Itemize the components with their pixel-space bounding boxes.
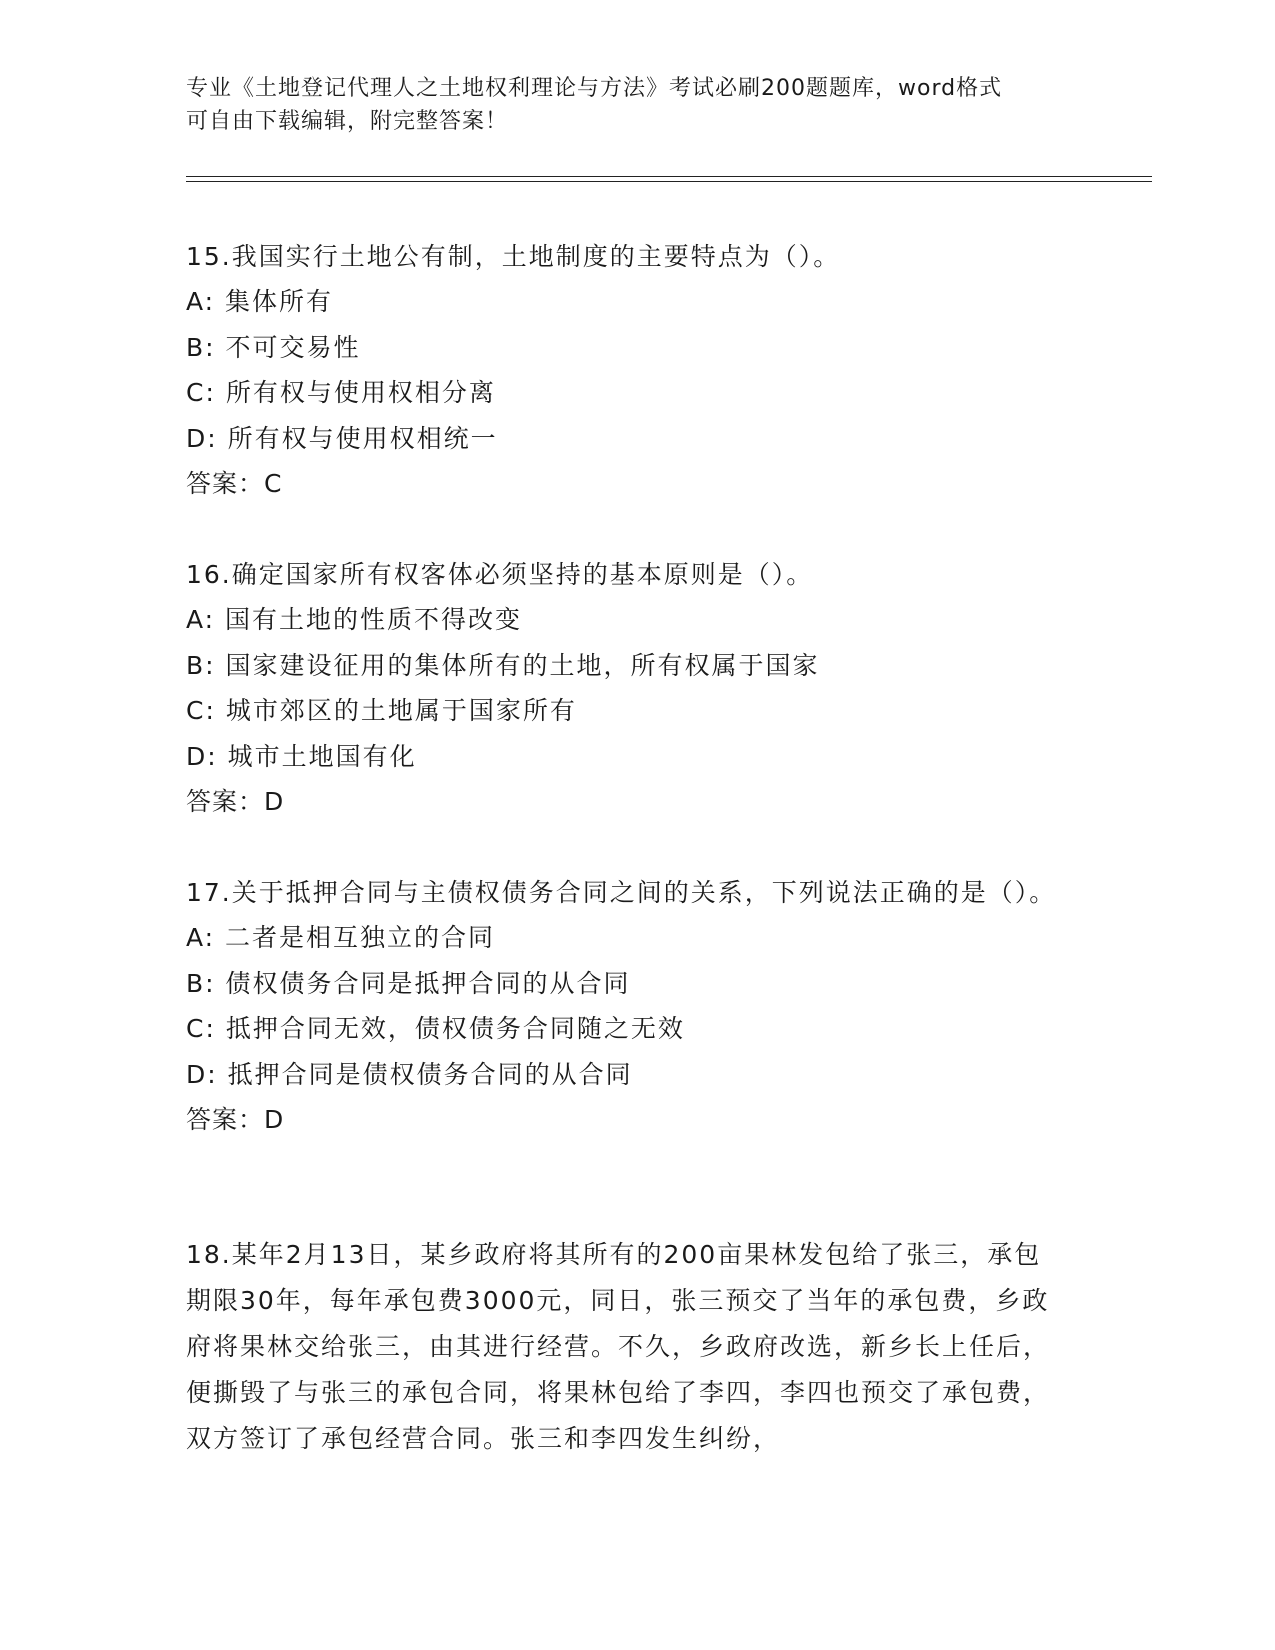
option-a: A: 二者是相互独立的合同 [186,923,496,952]
option-b: B: 国家建设征用的集体所有的土地，所有权属于国家 [186,650,820,680]
question-18 [186,1232,1066,1462]
question-17 [186,870,1066,1143]
question-stem: 16.确定国家所有权客体必须坚持的基本原则是（）。 [186,560,814,589]
answer: 答案：D [186,1105,285,1134]
header-divider-top [186,176,1152,177]
answer: 答案：D [186,787,285,816]
question-15 [186,234,1066,507]
header-line-2: 可自由下载编辑，附完整答案！ [186,109,509,134]
option-a: A: 集体所有 [186,287,334,316]
option-b: B: 债权债务合同是抵押合同的从合同 [186,968,631,998]
option-c: C: 所有权与使用权相分离 [186,378,496,407]
question-16 [186,552,1066,825]
option-b: B: 不可交易性 [186,332,361,362]
option-d: D: 抵押合同是债权债务合同的从合同 [186,1059,633,1089]
option-d: D: 所有权与使用权相统一 [186,423,498,453]
option-c: C: 城市郊区的土地属于国家所有 [186,696,577,725]
option-d: D: 城市土地国有化 [186,741,417,771]
question-stem: 15.我国实行土地公有制，土地制度的主要特点为（）。 [186,242,841,271]
option-c: C: 抵押合同无效，债权债务合同随之无效 [186,1014,685,1043]
answer: 答案：C [186,469,283,498]
header-line-1: 专业《土地登记代理人之土地权利理论与方法》考试必刷200题题库，word格式 [186,76,1003,101]
question-stem: 17.关于抵押合同与主债权债务合同之间的关系，下列说法正确的是（）。 [186,878,1057,907]
question-stem: 18.某年2月13日，某乡政府将其所有的200亩果林发包给了张三，承包期限30年，每年承包费3000元，同日，张三预交了当年的承包费，乡政府将果林交给张三，由其进行经营。不久，乡政府改选，新乡长上任后，便撕毁了与张三的承包合同，将果林包给了李四，李四也预交了承包费，双方签订了承包经营合同。张三和李四发生纠纷， [186,1240,1051,1453]
document-header [186,72,1086,138]
header-divider-bottom [186,181,1152,182]
option-a: A: 国有土地的性质不得改变 [186,605,523,634]
